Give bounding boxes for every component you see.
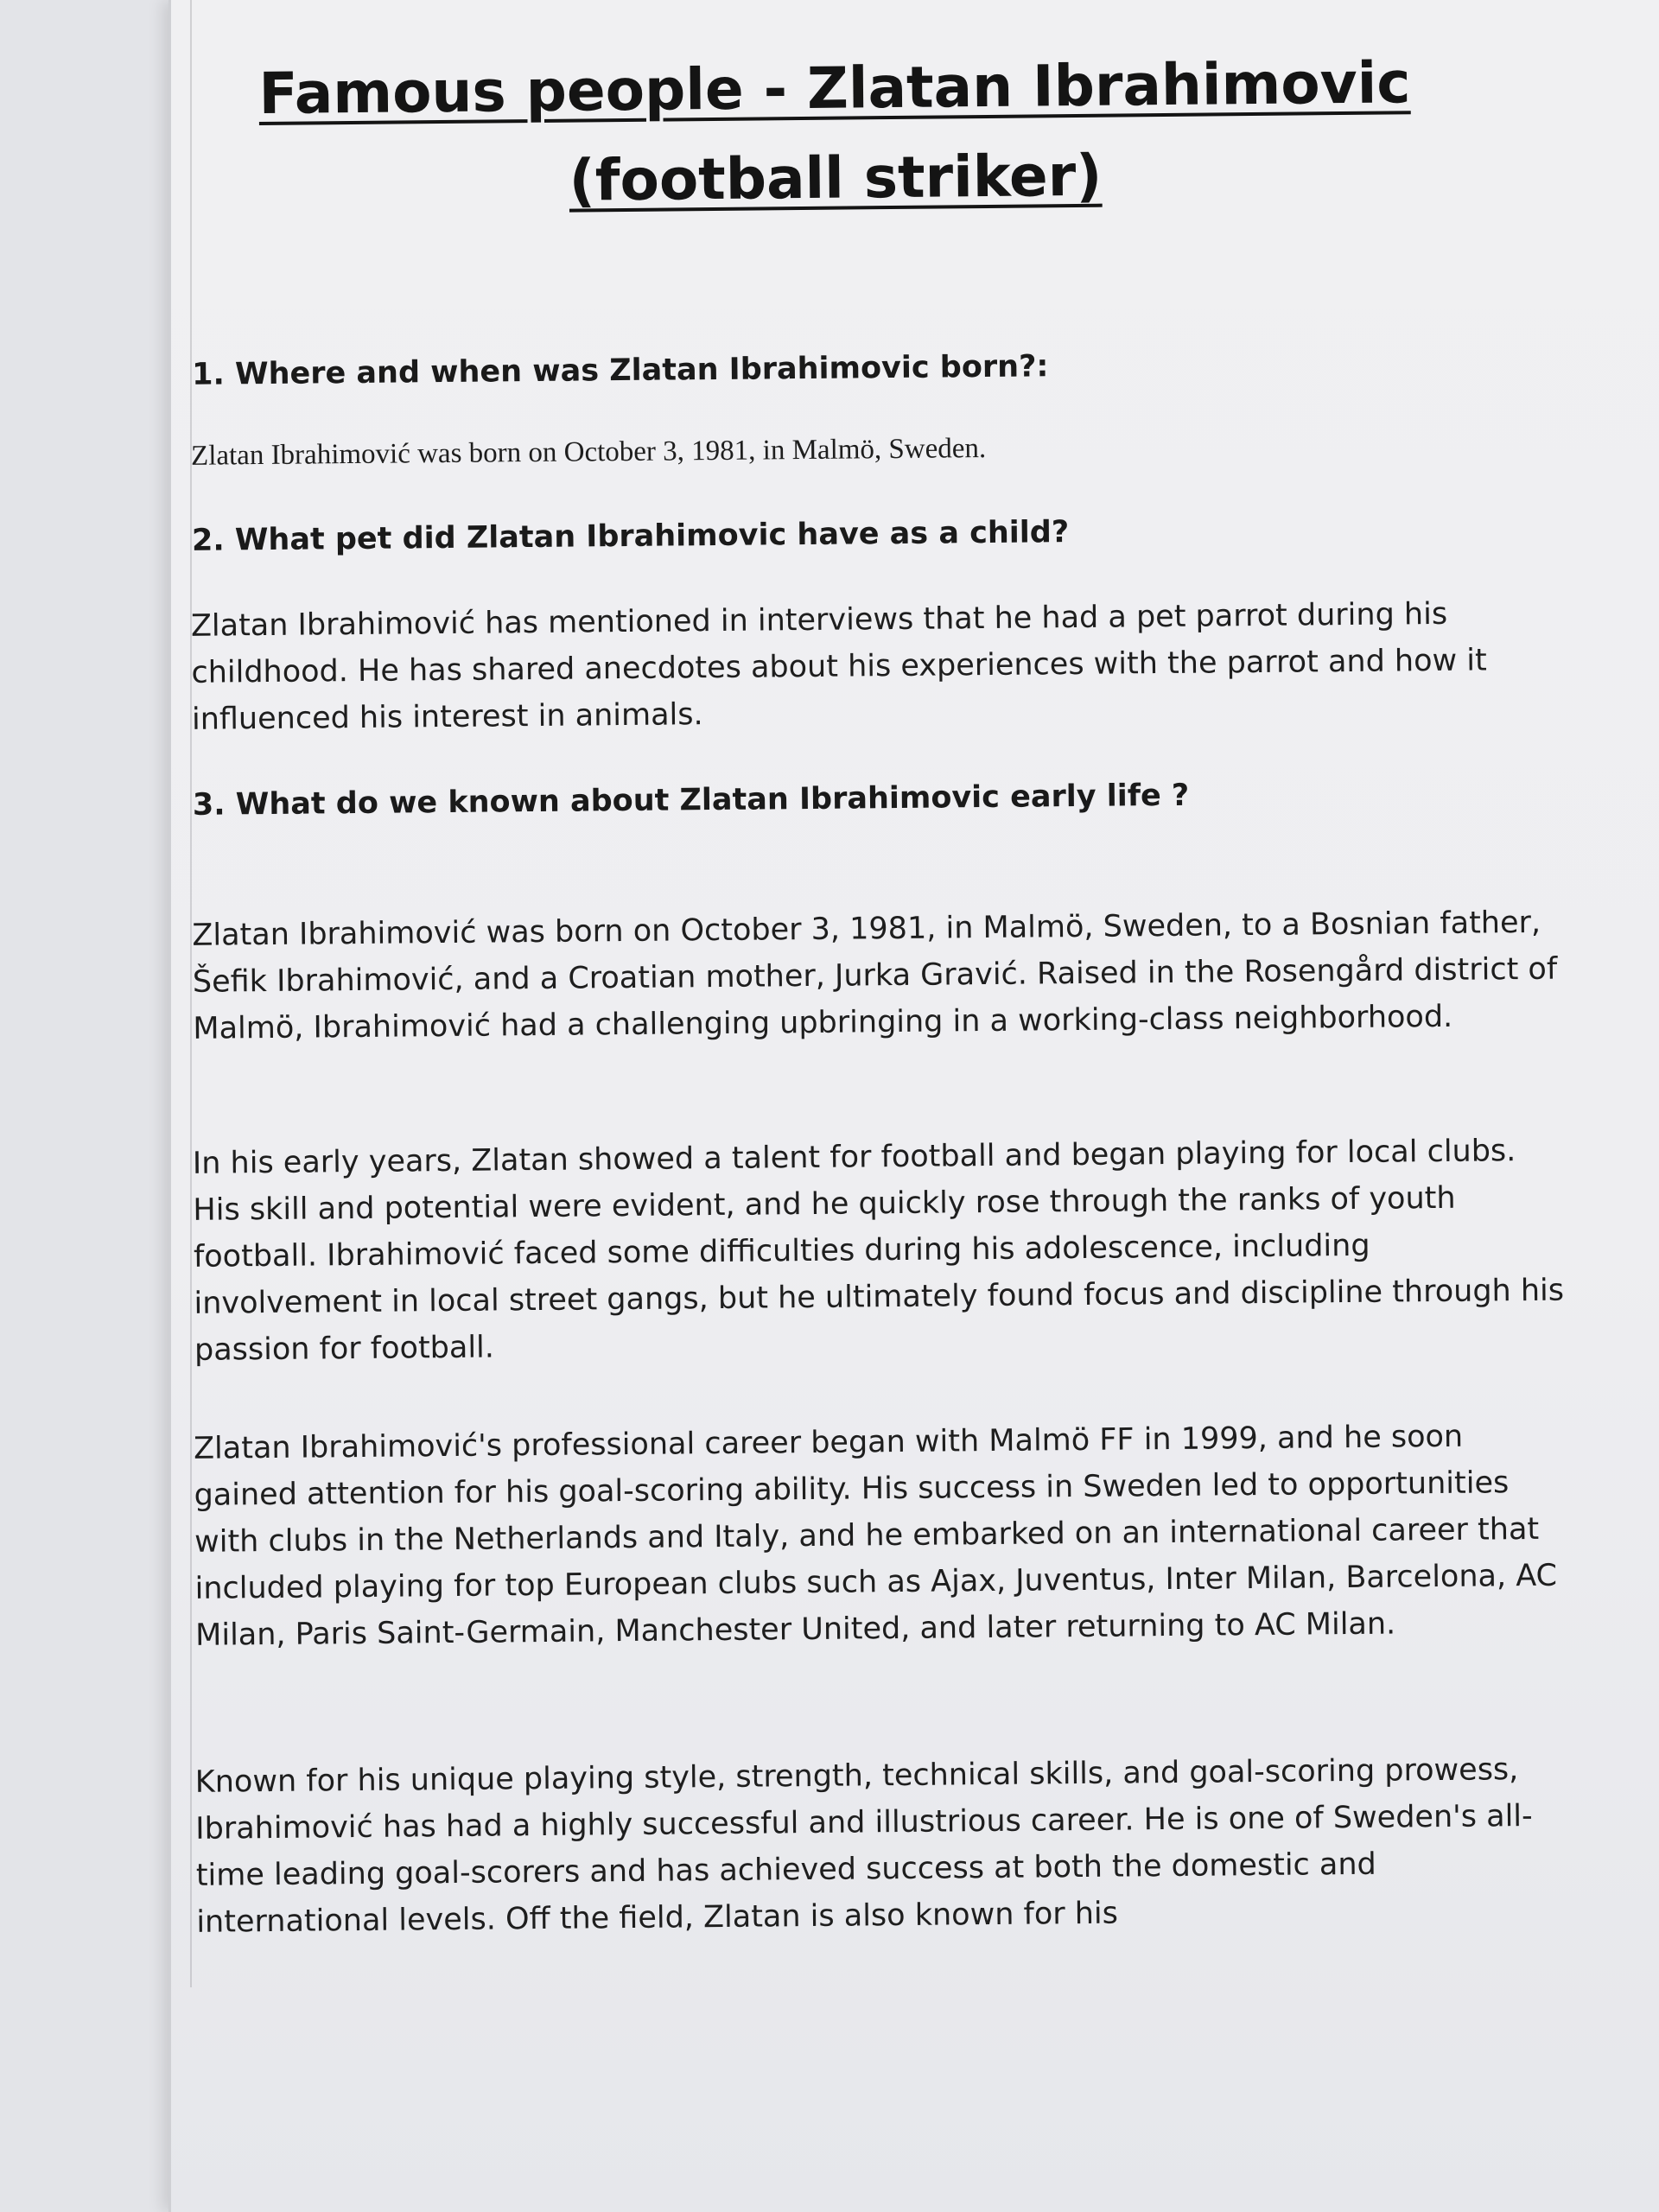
- paper-left-edge: [168, 0, 171, 2212]
- question-2: 2. What pet did Zlatan Ibrahimovic have as a child?: [191, 515, 1070, 558]
- answer-2: Zlatan Ibrahimović has mentioned in interviews that he had a pet parrot during his childhood. He has shared anecdotes about his experiences with the parrot and how it influenced his interest in animals.: [190, 596, 1487, 737]
- paragraph-playing-style: Known for his unique playing style, strength, technical skills, and goal-scoring prowess, Ibrahimović has had a highly successful and illustrious career. He is one of Sweden's all-time leading goal-scorers and has achieved success at both the domestic and international levels. Off the field, Zlatan is also known for his: [194, 1752, 1533, 1940]
- paragraph-professional-career: Zlatan Ibrahimović's professional career began with Malmö FF in 1999, and he soon gained attention for his goal-scoring ability. His success in Sweden led to opportunities with clubs in the Netherlands and Italy, and he embarked on an international career that included playing for top European clubs such as Ajax, Juventus, Inter Milan, Barcelona, AC Milan, Paris Saint-Germain, Manchester United, and later returning to AC Milan.: [193, 1419, 1558, 1653]
- question-1: 1. Where and when was Zlatan Ibrahimovic born?:: [191, 349, 1049, 392]
- paragraph-early-life: Zlatan Ibrahimović was born on October 3, 1981, in Malmö, Sweden, to a Bosnian father, Šefik Ibrahimović, and a Croatian mother, Jurka Gravić. Raised in the Rosengård district of Malmö, Ibrahimović had a challenging upbringing in a working-class neighborhood.: [192, 905, 1558, 1046]
- question-3: 3. What do we known about Zlatan Ibrahimovic early life ?: [192, 778, 1190, 823]
- answer-1: Zlatan Ibrahimović was born on October 3, 1981, in Malmö, Sweden.: [190, 432, 987, 472]
- paragraph-early-years: In his early years, Zlatan showed a talent for football and began playing for local clubs. His skill and potential were evident, and he quickly rose through the ranks of youth football. Ibrahimović faced some difficulties during his adolescence, including involvement in local street gangs, but he ultimately found focus and discipline through his passion for football.: [192, 1134, 1565, 1368]
- document-title: [174, 37, 1497, 230]
- margin-rule: [190, 0, 192, 1987]
- title-line-2: (football striker): [569, 142, 1103, 214]
- title-line-1: Famous people - Zlatan Ibrahimovic: [258, 49, 1411, 128]
